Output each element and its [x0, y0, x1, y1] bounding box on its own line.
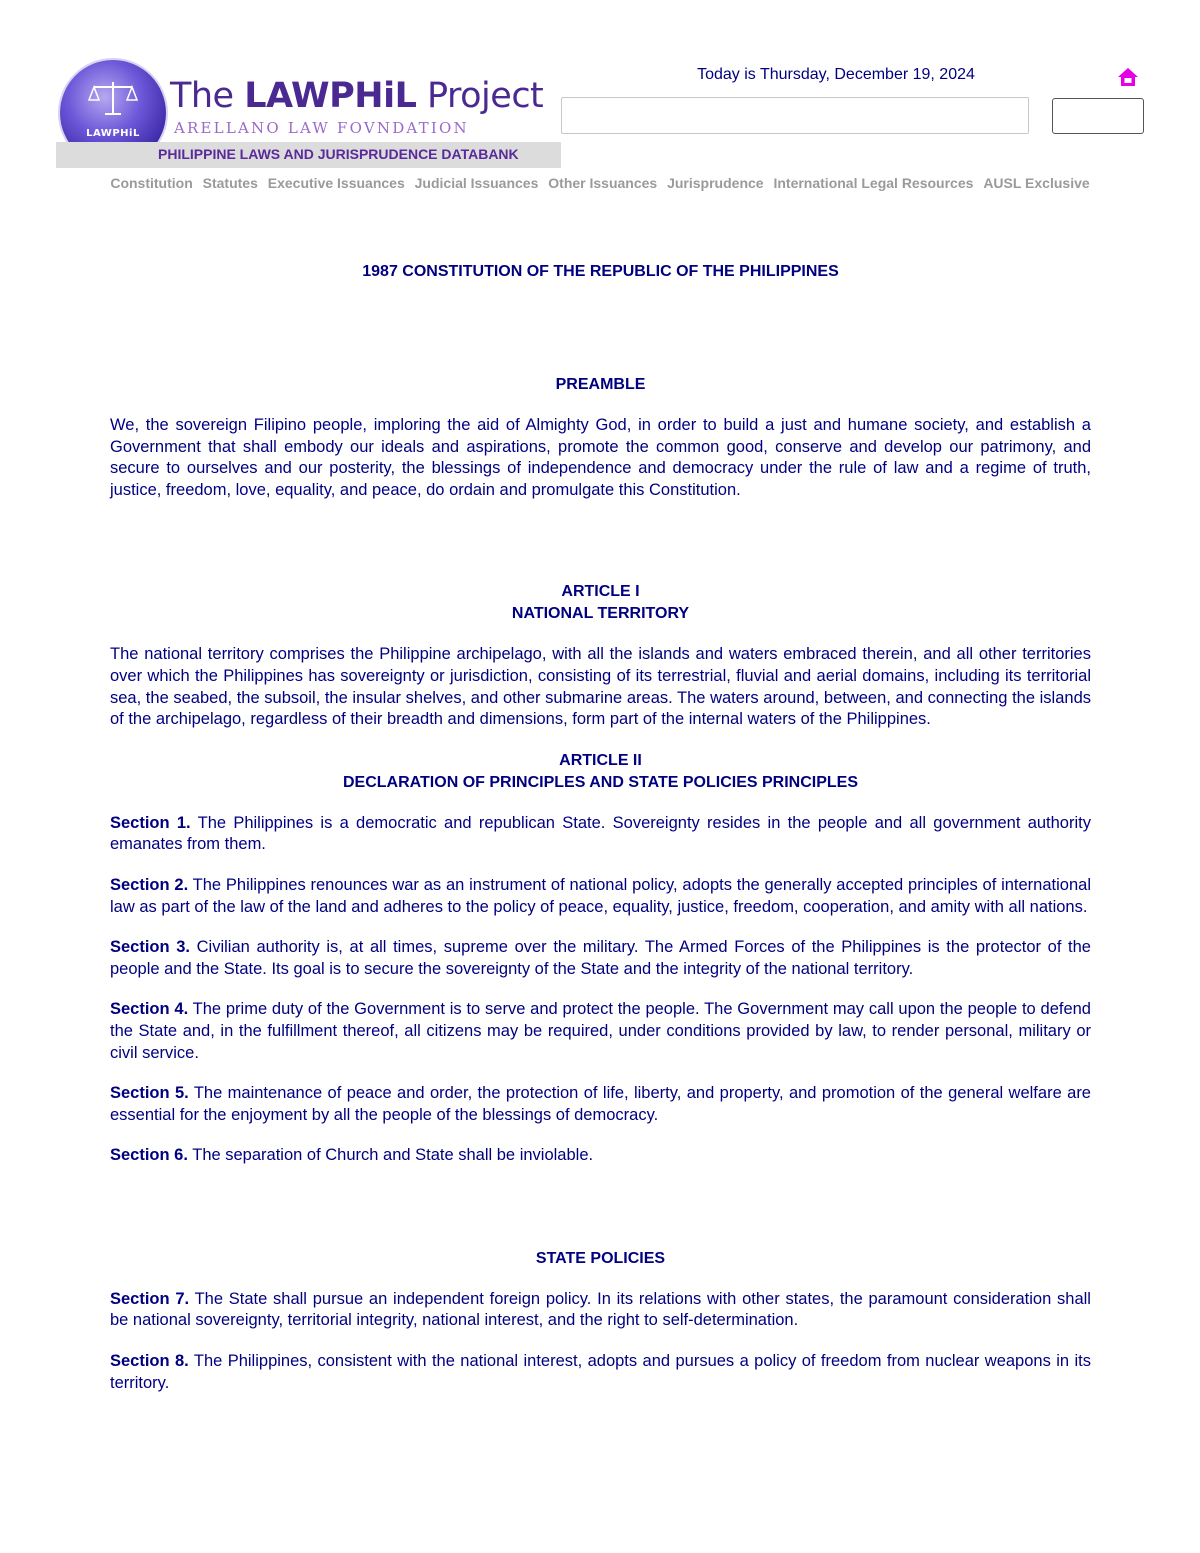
section-label: Section 6.: [110, 1146, 188, 1165]
document-content: [110, 262, 1091, 1394]
nav-other-issuances[interactable]: Other Issuances: [548, 175, 658, 191]
preamble-heading: PREAMBLE: [555, 376, 646, 393]
section-7: [110, 1289, 1091, 1332]
logo-title-strong: LAWPHiL: [244, 76, 417, 116]
section-4: [110, 999, 1091, 1064]
logo-title-suffix: Project: [416, 76, 544, 116]
nav-executive-issuances[interactable]: Executive Issuances: [267, 175, 405, 191]
section-label: Section 3.: [110, 938, 190, 957]
section-label: Section 2.: [110, 875, 189, 894]
nav-statutes[interactable]: Statutes: [202, 175, 258, 191]
document-title: 1987 CONSTITUTION OF THE REPUBLIC OF THE PHILIPPINES: [362, 263, 839, 280]
nav-constitution[interactable]: Constitution: [110, 175, 193, 191]
today-date: Today is Thursday, December 19, 2024: [697, 66, 975, 83]
section-3: [110, 937, 1091, 980]
section-8: [110, 1351, 1091, 1394]
section-label: Section 8.: [110, 1352, 189, 1371]
article-1-number: ARTICLE I: [561, 583, 640, 601]
section-text: The separation of Church and State shall be inviolable.: [187, 1146, 594, 1165]
logo-title-prefix: The: [170, 76, 245, 116]
state-policies-heading: STATE POLICIES: [535, 1249, 666, 1267]
section-label: Section 1.: [110, 813, 191, 832]
nav-jurisprudence[interactable]: Jurisprudence: [667, 175, 764, 191]
search-button[interactable]: [1052, 98, 1144, 134]
seal-label: LAWPHiL: [86, 128, 140, 139]
section-text: The maintenance of peace and order, the protection of life, liberty, and property, and promotion of the general welfare are essential for the enjoyment by all the people of the blessings of democracy.: [110, 1084, 1091, 1124]
preamble-text: We, the sovereign Filipino people, imploring the aid of Almighty God, in order to build a just and humane society, and establish a Government that shall embody our ideals and aspirations, promote the common good, conserve and develop our patrimony, and secure to ourselves and our posterity, the blessings of independence and democracy under the rule of law and a regime of truth, justice, freedom, love, equality, and peace, do ordain and promulgate this Constitution.: [110, 416, 1091, 499]
section-text: The Philippines renounces war as an instrument of national policy, adopts the generally accepted principles of international law as part of the law of the land and adheres to the policy of peace, equality, justice, freedom, cooperation, and amity with all nations.: [110, 875, 1091, 916]
lawphil-logo[interactable]: [56, 58, 561, 170]
section-text: The Philippines, consistent with the national interest, adopts and pursues a policy of freedom from nuclear weapons in its territory.: [110, 1352, 1091, 1392]
article-2-title: DECLARATION OF PRINCIPLES AND STATE POLICIES PRINCIPLES: [343, 773, 858, 791]
section-text: Civilian authority is, at all times, supreme over the military. The Armed Forces of the Philippines is the protector of the people and the State. Its goal is to secure the sovereignty of the State and the integrity of the national territory.: [110, 938, 1091, 978]
nav-international-legal-resources[interactable]: International Legal Resources: [773, 175, 974, 191]
section-6: [110, 1145, 1091, 1167]
logo-band-text: PHILIPPINE LAWS AND JURISPRUDENCE DATABANK: [158, 146, 519, 162]
section-1: [110, 813, 1091, 856]
logo-subtitle: ARELLANO LAW FOVNDATION: [174, 119, 469, 137]
section-label: Section 7.: [110, 1289, 190, 1308]
section-text: The State shall pursue an independent foreign policy. In its relations with other states, the paramount consideration shall be national sovereignty, territorial integrity, national interest, and the right to self-determination.: [110, 1289, 1091, 1330]
section-2: [110, 875, 1091, 918]
nav-judicial-issuances[interactable]: Judicial Issuances: [414, 175, 539, 191]
site-header: [0, 0, 1200, 205]
article-2-number: ARTICLE II: [559, 751, 642, 769]
logo-title: [170, 76, 543, 116]
search-input[interactable]: [561, 97, 1029, 134]
logo-band: [56, 142, 561, 168]
section-5: [110, 1083, 1091, 1126]
article-1-title: NATIONAL TERRITORY: [511, 605, 690, 623]
home-icon[interactable]: [1116, 66, 1140, 88]
section-text: The prime duty of the Government is to serve and protect the people. The Government may call upon the people to defend the State and, in the fulfillment thereof, all citizens may be required, under conditions provided by law, to render personal, military or civil service.: [110, 1000, 1091, 1062]
nav-ausl-exclusive[interactable]: AUSL Exclusive: [983, 175, 1090, 191]
section-label: Section 4.: [110, 1000, 189, 1019]
main-nav: [0, 175, 1200, 191]
article-1-text: The national territory comprises the Philippine archipelago, with all the islands and waters embraced therein, and all other territories over which the Philippines has sovereignty or jurisdiction, consisting of its terrestrial, fluvial and aerial domains, including its territorial sea, the seabed, the subsoil, the insular shelves, and other submarine areas. The waters around, between, and connecting the islands of the archipelago, regardless of their breadth and dimensions, form part of the internal waters of the Philippines.: [110, 645, 1091, 729]
scales-of-justice-icon: [88, 78, 138, 118]
section-label: Section 5.: [110, 1084, 189, 1103]
section-text: The Philippines is a democratic and republican State. Sovereignty resides in the people and all government authority emanates from them.: [110, 813, 1091, 854]
